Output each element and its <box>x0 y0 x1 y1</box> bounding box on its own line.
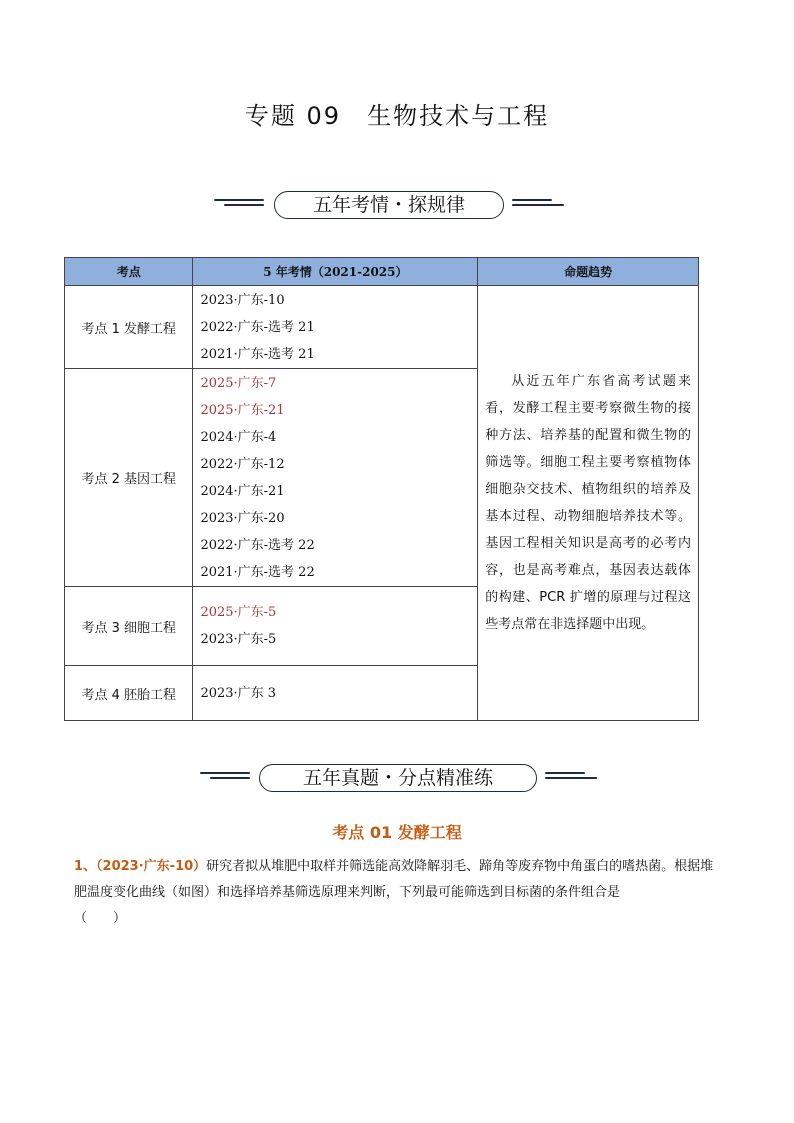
exam-item: 2023·广东 3 <box>200 685 277 701</box>
table-row <box>65 286 699 369</box>
banner-label: 五年考情・探规律 <box>274 191 504 219</box>
exam-item: 2023·广东-10 <box>200 292 285 308</box>
exam-overview-table <box>64 257 699 721</box>
exam-item: 2025·广东-7 <box>200 375 277 391</box>
banner-left-lines <box>214 199 264 209</box>
section-heading: 考点 01 发酵工程 <box>332 823 462 842</box>
document-title: 专题 09 生物技术与工程 <box>244 102 550 130</box>
banner-right-lines <box>512 199 564 209</box>
exam-item: 2024·广东-4 <box>200 429 277 445</box>
header-point: 考点 <box>65 258 193 286</box>
exam-point-cell: 考点 1 发酵工程 <box>65 286 193 369</box>
banner-exam-analysis <box>0 191 794 221</box>
exam-item: 2022·广东-选考 22 <box>200 537 315 553</box>
header-trend: 命题趋势 <box>478 258 699 286</box>
header-years: 5 年考情（2021-2025） <box>193 258 478 286</box>
exam-item: 2024·广东-21 <box>200 483 285 499</box>
years-cell <box>193 286 478 369</box>
table-header-row <box>65 258 699 286</box>
question-text: 研究者拟从堆肥中取样并筛选能高效降解羽毛、蹄角等废弃物中角蛋白的嗜热菌。根据堆肥温度变化曲线（如图）和选择培养基筛选原理来判断，下列最可能筛选到目标菌的条件组合是 <box>74 859 714 900</box>
answer-blank: （ ） <box>74 911 127 926</box>
exam-item: 2021·广东-选考 21 <box>200 346 315 362</box>
trend-cell: 从近五年广东省高考试题来看，发酵工程主要考察微生物的接种方法、培养基的配置和微生物的筛选等。细胞工程主要考察植物体细胞杂交技术、植物组织的培养及基本过程、动物细胞培养技术等。基因工程相关知识是高考的必考内容，也是高考难点，基因表达载体的构建、PCR 扩增的原理与过程这些考点常在非选择题中出现。 <box>478 286 699 721</box>
years-cell <box>193 587 478 666</box>
question-number: 1、 <box>74 859 97 874</box>
exam-item: 2023·广东-20 <box>200 510 285 526</box>
exam-point-cell: 考点 4 胚胎工程 <box>65 666 193 721</box>
years-cell <box>193 369 478 587</box>
exam-item: 2021·广东-选考 22 <box>200 564 315 580</box>
exam-item: 2025·广东-5 <box>200 605 277 620</box>
exam-item: 2025·广东-21 <box>200 402 285 418</box>
exam-item: 2022·广东-12 <box>200 456 285 472</box>
banner-right-lines <box>545 772 597 782</box>
banner-practice <box>0 764 794 794</box>
banner-left-lines <box>200 772 250 782</box>
years-cell <box>193 666 478 721</box>
banner-label: 五年真题・分点精准练 <box>259 764 537 792</box>
exam-point-cell: 考点 3 细胞工程 <box>65 587 193 666</box>
question-source: （2023·广东-10） <box>96 859 207 874</box>
exam-point-cell: 考点 2 基因工程 <box>65 369 193 587</box>
question-1 <box>74 854 724 932</box>
exam-item: 2022·广东-选考 21 <box>200 319 315 335</box>
exam-item: 2023·广东-5 <box>200 632 277 647</box>
